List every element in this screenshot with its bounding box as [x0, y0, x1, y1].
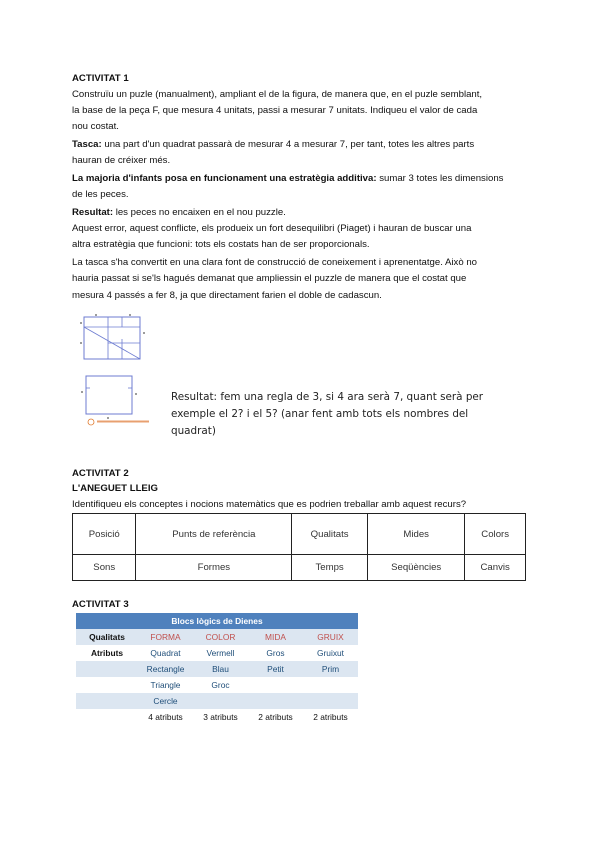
table-cell: 3 atributs	[203, 712, 238, 722]
resultat-label: Resultat:	[72, 207, 114, 218]
activitat3-heading: ACTIVITAT 3	[72, 599, 129, 610]
table-cell: 2 atributs	[258, 712, 293, 722]
table-cell: 4 atributs	[148, 712, 183, 722]
table-cell: Rectangle	[146, 664, 185, 674]
table-cell: Seqüències	[367, 555, 464, 581]
column-header-gruix: GRUIX	[317, 632, 344, 642]
column-header-forma: FORMA	[150, 632, 181, 642]
error-line-3: La tasca s'ha convertit en una clara font de construcció de coneixement i aprenentatge. Això no	[72, 257, 478, 268]
tasca-line-2: hauran de créixer més.	[72, 155, 171, 166]
tasca-text: una part d'un quadrat passarà de mesurar 4 a mesurar 7, per tant, totes les altres parts	[101, 139, 475, 150]
column-header-mida: MIDA	[265, 632, 286, 642]
table-cell	[193, 693, 248, 709]
figure-result-line-2: exemple el 2? i el 5? (anar fent amb tots els nombres del quadrat)	[171, 408, 469, 437]
figure-result-line-1: Resultat: fem una regla de 3, si 4 ara serà 7, quant serà per	[171, 391, 484, 403]
table-cell	[248, 677, 303, 693]
activitat1-intro-line-2: la base de la peça F, que mesura 4 unitats, passi a mesurar 7 unitats. Indiqueu el valor de cada	[72, 105, 478, 116]
qualitats-label: Qualitats	[89, 632, 125, 642]
table-row	[76, 661, 358, 677]
table-cell: Blau	[212, 664, 229, 674]
table-cell: Cercle	[153, 696, 178, 706]
table-cell: Temps	[292, 555, 368, 581]
resultat-line	[72, 205, 532, 221]
error-line-1: Aquest error, aquest conflicte, els produeix un fort desequilibri (Piaget) i hauran de buscar una	[72, 223, 472, 234]
table-cell: Triangle	[150, 680, 181, 690]
majoria-label: La majoria d'infants posa en funcionament una estratègia additiva:	[72, 173, 377, 184]
table-cell: Groc	[211, 680, 230, 690]
table-cell: Petit	[267, 664, 284, 674]
dienes-header-row	[76, 629, 358, 645]
tasca-line-1	[72, 137, 532, 153]
table-cell: Prim	[321, 664, 340, 674]
tasca-label: Tasca:	[72, 139, 102, 150]
table-cell	[248, 693, 303, 709]
atributs-label: Atributs	[90, 648, 124, 658]
column-header-color: COLOR	[205, 632, 236, 642]
table-row	[76, 645, 358, 661]
activitat2-subheading: L'ANEGUET LLEIG	[72, 483, 158, 494]
activitat1-intro-line-1: Construïu un puzle (manualment), ampliant el de la figura, de manera que, en el puzle semblant,	[72, 89, 483, 100]
table-cell: Gros	[266, 648, 285, 658]
table-row	[76, 709, 358, 725]
table-row	[76, 677, 358, 693]
error-line-2: altra estratègia que funcioni: tots els costats han de ser proporcionals.	[72, 239, 370, 250]
table-cell: Mides	[367, 514, 464, 555]
activitat1-heading: ACTIVITAT 1	[72, 73, 129, 84]
enlarged-puzzle-figure	[78, 372, 158, 428]
concepts-table	[72, 513, 526, 581]
table-cell	[303, 693, 358, 709]
table-cell: Canvis	[465, 555, 526, 581]
activitat1-intro-line-3: nou costat.	[72, 121, 119, 132]
table-row	[76, 693, 358, 709]
majoria-line-1	[72, 171, 532, 187]
activitat2-question: Identifiqueu els conceptes i nocions matemàtics que es podrien treballar amb aquest recurs?	[72, 499, 467, 510]
table-cell: Sons	[73, 555, 136, 581]
table-row	[73, 555, 526, 581]
table-cell	[303, 677, 358, 693]
table-cell: Vermell	[206, 648, 235, 658]
table-cell: Gruixut	[317, 648, 344, 658]
table-cell: Formes	[136, 555, 292, 581]
activitat2-heading: ACTIVITAT 2	[72, 468, 129, 479]
original-puzzle-figure	[78, 313, 150, 363]
error-line-5: mesura 4 passés a fer 8, ja que directament farien el doble de cadascun.	[72, 290, 382, 301]
resultat-text: les peces no encaixen en el nou puzzle.	[113, 207, 286, 218]
dienes-table-title: Blocs lògics de Dienes	[76, 613, 358, 629]
table-cell: 2 atributs	[313, 712, 348, 722]
table-row	[73, 514, 526, 555]
table-cell: Colors	[465, 514, 526, 555]
dienes-blocks-table	[76, 613, 358, 725]
majoria-text: sumar 3 totes les dimensions	[376, 173, 504, 184]
table-cell: Posició	[73, 514, 136, 555]
table-cell: Punts de referència	[136, 514, 292, 555]
error-line-4: hauria passat si se'ls hagués demanat que ampliessin el puzzle de manera que el costat que	[72, 273, 467, 284]
table-cell: Quadrat	[150, 648, 181, 658]
table-cell: Qualitats	[292, 514, 368, 555]
majoria-line-2: de les peces.	[72, 189, 129, 200]
